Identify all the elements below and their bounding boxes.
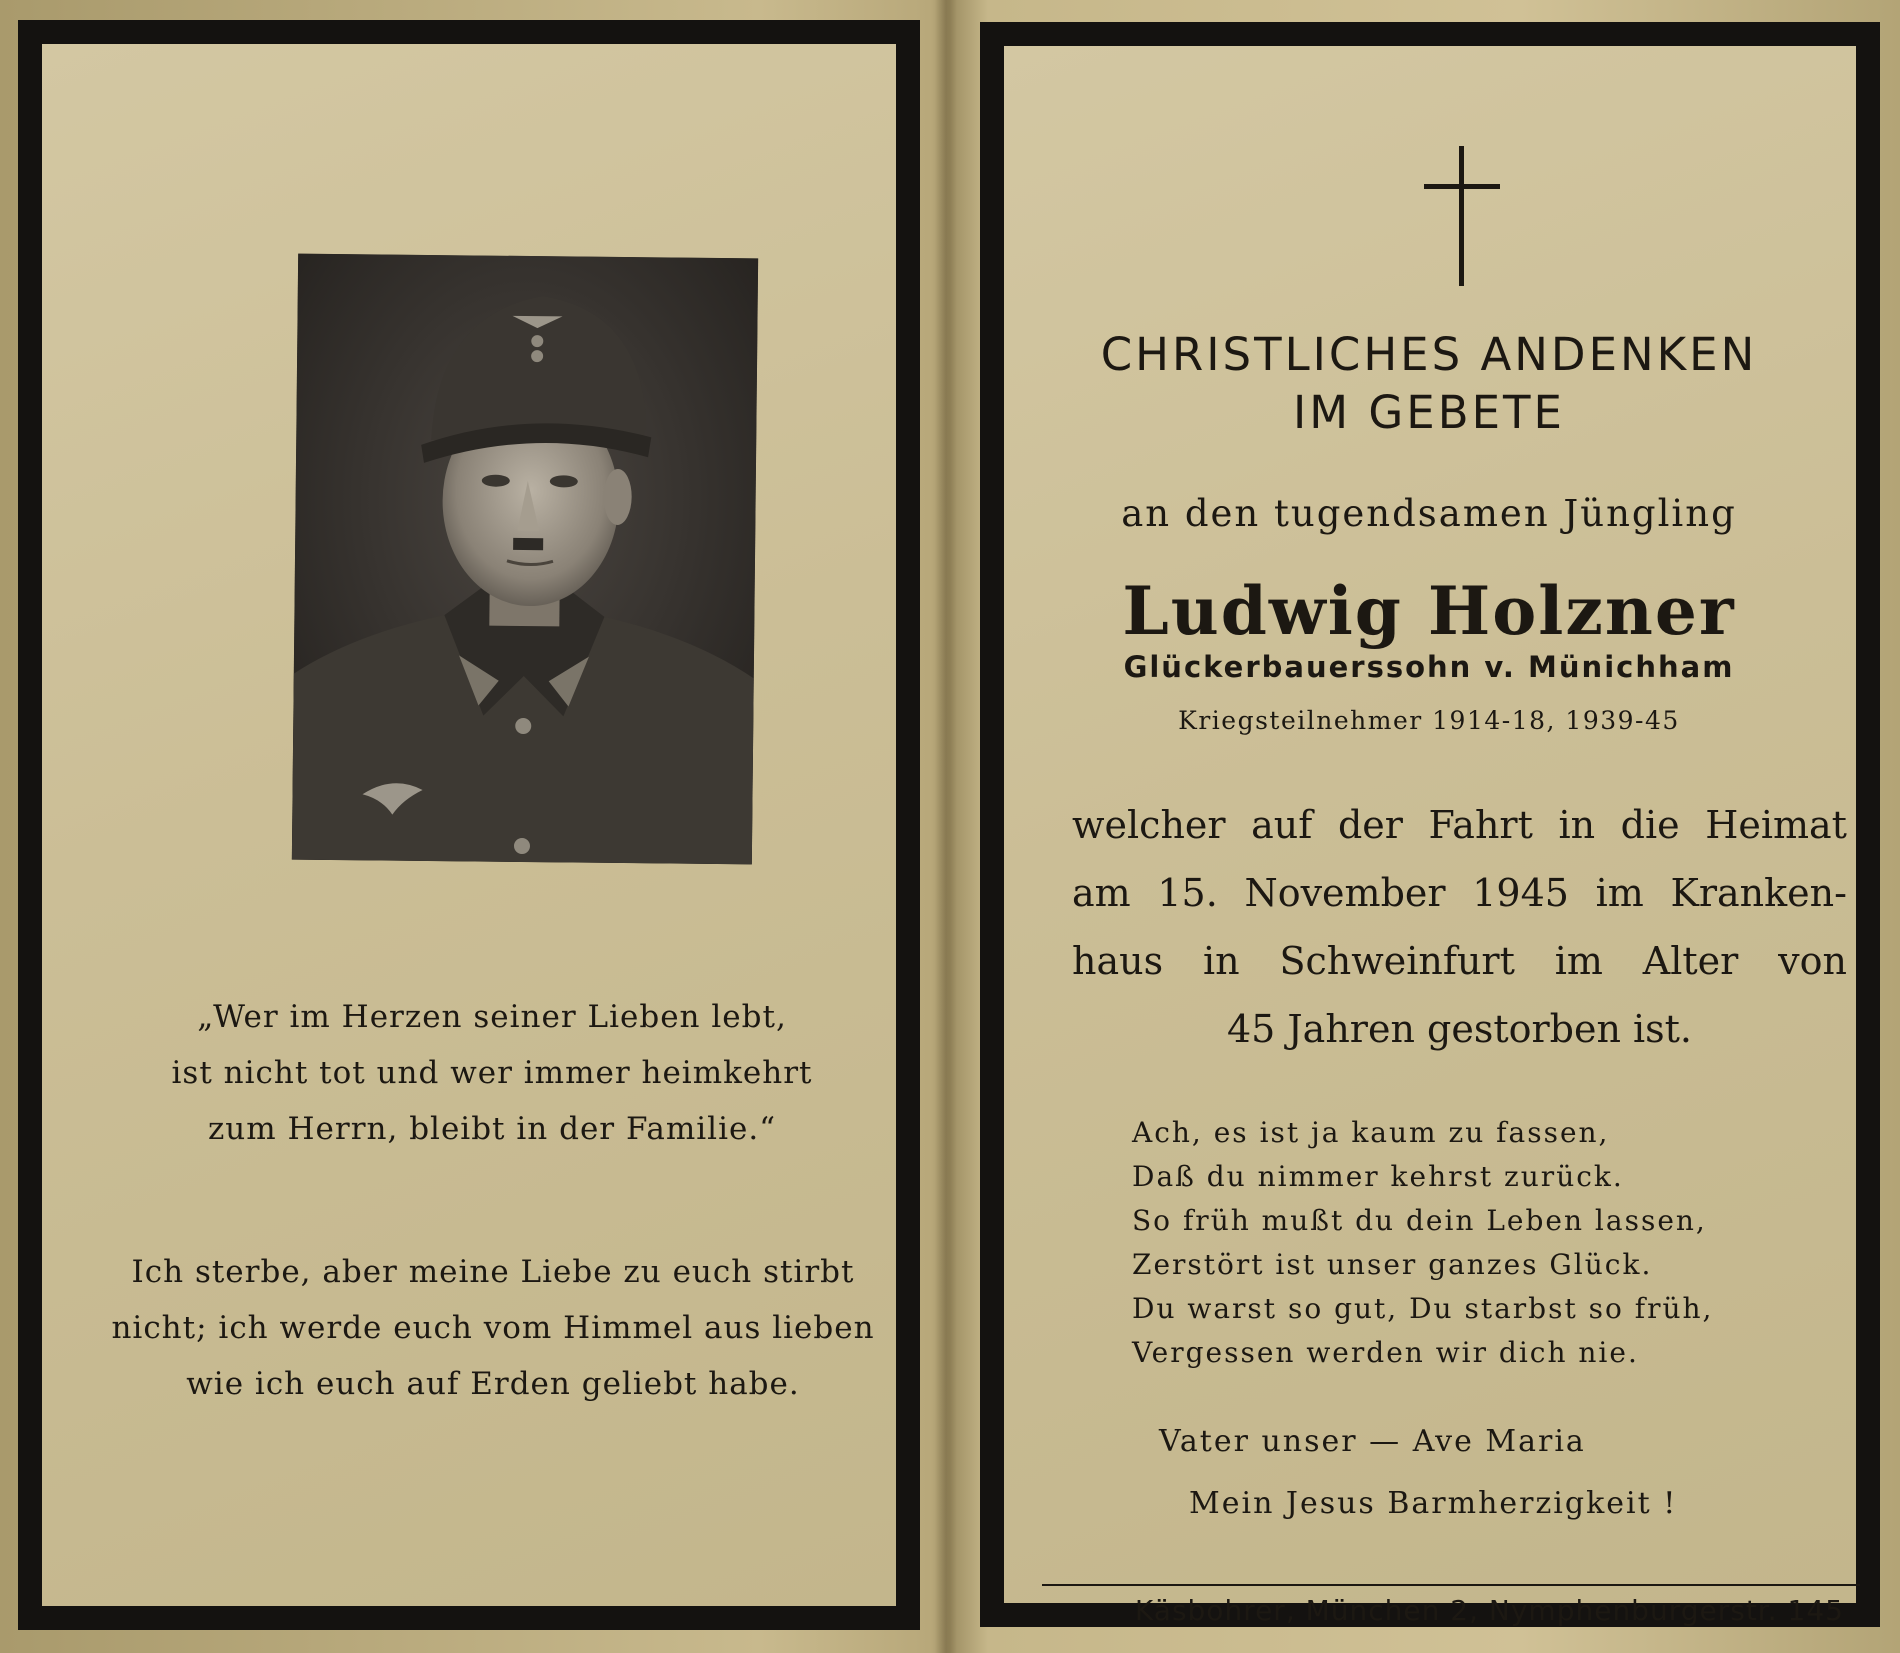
poem-line: Vergessen werden wir dich nie. (1132, 1336, 1639, 1369)
notice-word: November (1244, 871, 1446, 915)
poem-line: So früh mußt du dein Leben lassen, (1132, 1204, 1707, 1237)
portrait-photo (292, 254, 758, 865)
right-card (980, 22, 1880, 1627)
death-notice-text (1072, 791, 1847, 1063)
poem-line: Zerstört ist unser ganzes Glück. (1132, 1248, 1653, 1281)
notice-line-3 (1072, 927, 1847, 995)
heading-line: CHRISTLICHES ANDENKEN (1100, 328, 1758, 381)
message-line: Ich sterbe, aber meine Liebe zu euch stirbt (131, 1254, 855, 1290)
notice-word: am (1072, 871, 1131, 915)
quote-line: „Wer im Herzen seiner Lieben lebt, (197, 999, 787, 1035)
notice-word: im (1595, 871, 1644, 915)
notice-line-1 (1072, 791, 1847, 859)
notice-word: 15. (1157, 871, 1218, 915)
card-fold (935, 0, 957, 1653)
prayer-line-1: Vater unser — Ave Maria (1159, 1424, 1586, 1459)
notice-word: Alter (1642, 939, 1739, 983)
notice-word: haus (1072, 939, 1164, 983)
heading-line: IM GEBETE (1293, 386, 1565, 439)
notice-word: auf (1251, 803, 1313, 847)
notice-line-4: 45 Jahren gestorben ist. (1227, 1007, 1692, 1051)
notice-line-2 (1072, 859, 1847, 927)
notice-word: Schweinfurt (1279, 939, 1515, 983)
origin-text: Glückerbauerssohn v. Münichham (1123, 650, 1735, 684)
deceased-name: Ludwig Holzner (1122, 572, 1736, 650)
notice-word: von (1778, 939, 1847, 983)
notice-word: im (1554, 939, 1603, 983)
message-line: nicht; ich werde euch vom Himmel aus lieben (111, 1310, 875, 1346)
notice-word: die (1620, 803, 1680, 847)
farewell-message (88, 1244, 898, 1412)
notice-word: Fahrt (1428, 803, 1533, 847)
poem-line: Du warst so gut, Du starbst so früh, (1132, 1292, 1714, 1325)
dedication-text: an den tugendsamen Jüngling (1121, 492, 1737, 535)
quote-line: ist nicht tot und wer immer heimkehrt (171, 1055, 813, 1091)
notice-word: welcher (1072, 803, 1226, 847)
quote-line: zum Herrn, bleibt in der Familie.“ (207, 1111, 777, 1147)
printer-imprint: Käsbohrer, München 2, Nymphenburgerstr. 145 (1134, 1594, 1844, 1627)
cross-icon (1422, 146, 1502, 286)
memorial-poem (1132, 1111, 1782, 1375)
notice-word: Kranken- (1670, 871, 1847, 915)
notice-word: der (1337, 803, 1403, 847)
quote-text (102, 989, 882, 1157)
left-card (18, 20, 920, 1630)
footer-rule (1042, 1584, 1860, 1586)
portrait-photo-icon (292, 254, 758, 865)
veteran-text: Kriegsteilnehmer 1914-18, 1939-45 (1178, 706, 1680, 735)
poem-line: Ach, es ist ja kaum zu fassen, (1132, 1116, 1610, 1149)
notice-word: Heimat (1705, 803, 1847, 847)
prayer-line-2: Mein Jesus Barmherzigkeit ! (1189, 1486, 1678, 1521)
notice-word: in (1558, 803, 1596, 847)
notice-word: 1945 (1472, 871, 1569, 915)
notice-word: in (1202, 939, 1240, 983)
poem-line: Daß du nimmer kehrst zurück. (1132, 1160, 1624, 1193)
message-line: wie ich euch auf Erden geliebt habe. (186, 1366, 800, 1402)
memorial-heading (1064, 326, 1794, 442)
